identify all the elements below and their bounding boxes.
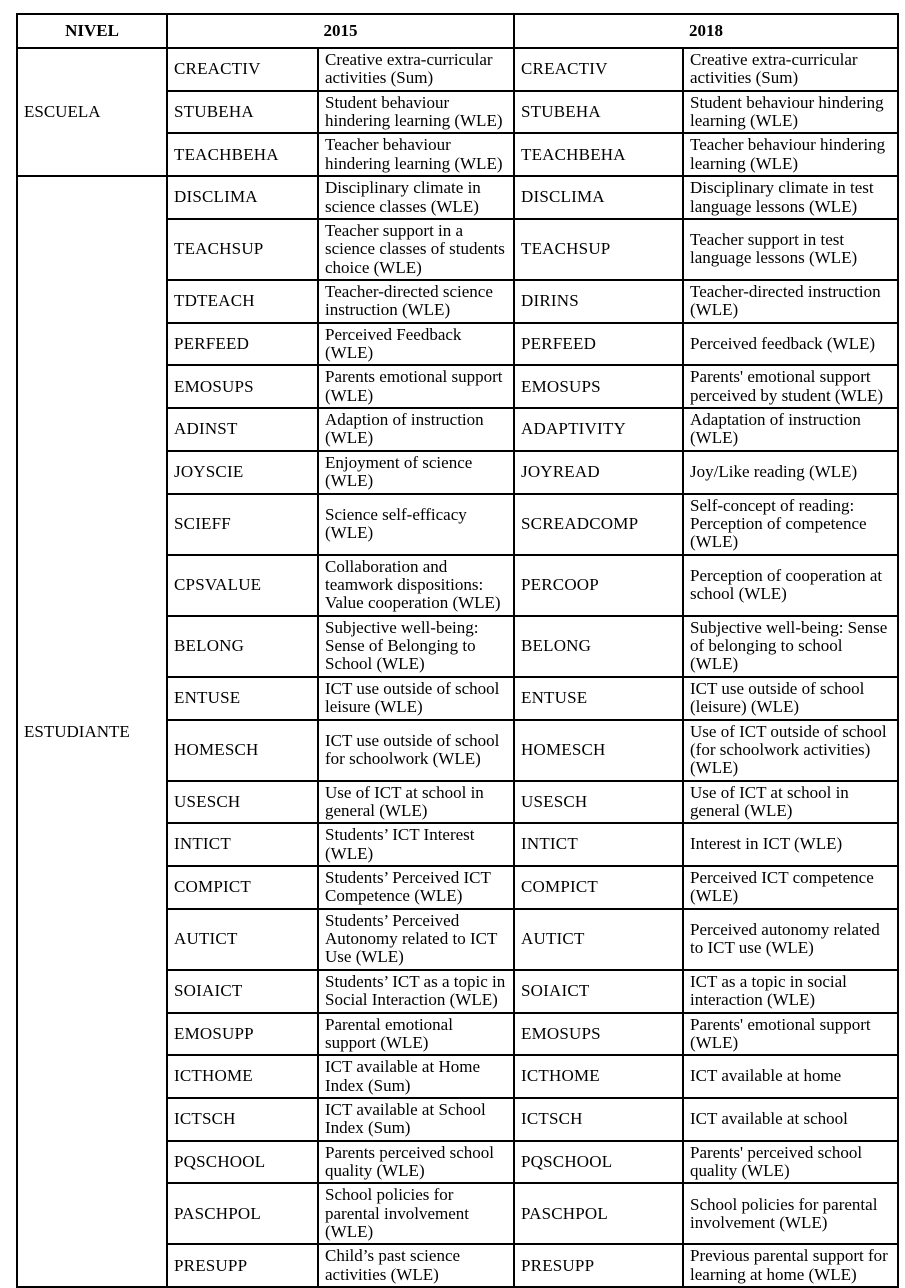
- desc-2018-cell: Self-concept of reading: Perception of competence (WLE): [683, 494, 898, 555]
- desc-2018-cell: Use of ICT at school in general (WLE): [683, 781, 898, 824]
- desc-2018-cell: Perceived ICT competence (WLE): [683, 866, 898, 909]
- desc-2015-cell: Teacher behaviour hindering learning (WLE): [318, 133, 514, 176]
- desc-2018-cell: School policies for parental involvement (WLE): [683, 1183, 898, 1244]
- code-2018-cell: USESCH: [514, 781, 683, 824]
- code-2018-cell: CREACTIV: [514, 48, 683, 91]
- desc-2015-cell: Parental emotional support (WLE): [318, 1013, 514, 1056]
- code-2015-cell: PASCHPOL: [167, 1183, 318, 1244]
- code-2018-cell: SCREADCOMP: [514, 494, 683, 555]
- code-2018-cell: COMPICT: [514, 866, 683, 909]
- desc-2015-cell: ICT available at Home Index (Sum): [318, 1055, 514, 1098]
- desc-2018-cell: Joy/Like reading (WLE): [683, 451, 898, 494]
- code-2018-cell: EMOSUPS: [514, 1013, 683, 1056]
- desc-2015-cell: ICT use outside of school leisure (WLE): [318, 677, 514, 720]
- code-2015-cell: ICTSCH: [167, 1098, 318, 1141]
- code-2018-cell: PERFEED: [514, 323, 683, 366]
- code-2015-cell: HOMESCH: [167, 720, 318, 781]
- code-2018-cell: TEACHSUP: [514, 219, 683, 280]
- desc-2015-cell: Science self-efficacy (WLE): [318, 494, 514, 555]
- desc-2015-cell: Adaption of instruction (WLE): [318, 408, 514, 451]
- desc-2015-cell: Subjective well-being: Sense of Belonging to School (WLE): [318, 616, 514, 677]
- desc-2015-cell: Enjoyment of science (WLE): [318, 451, 514, 494]
- desc-2015-cell: Students’ Perceived ICT Competence (WLE): [318, 866, 514, 909]
- desc-2015-cell: Students’ Perceived Autonomy related to ICT Use (WLE): [318, 909, 514, 970]
- desc-2015-cell: Teacher-directed science instruction (WLE): [318, 280, 514, 323]
- code-2015-cell: PERFEED: [167, 323, 318, 366]
- desc-2018-cell: Disciplinary climate in test language lessons (WLE): [683, 176, 898, 219]
- code-2015-cell: SOIAICT: [167, 970, 318, 1013]
- code-2018-cell: TEACHBEHA: [514, 133, 683, 176]
- desc-2015-cell: Students’ ICT Interest (WLE): [318, 823, 514, 866]
- desc-2018-cell: Adaptation of instruction (WLE): [683, 408, 898, 451]
- code-2015-cell: TEACHBEHA: [167, 133, 318, 176]
- desc-2015-cell: Students’ ICT as a topic in Social Interaction (WLE): [318, 970, 514, 1013]
- desc-2018-cell: ICT available at home: [683, 1055, 898, 1098]
- desc-2015-cell: Collaboration and teamwork dispositions: Value cooperation (WLE): [318, 555, 514, 616]
- desc-2018-cell: ICT available at school: [683, 1098, 898, 1141]
- desc-2018-cell: Parents' emotional support perceived by student (WLE): [683, 365, 898, 408]
- code-2015-cell: ADINST: [167, 408, 318, 451]
- header-2015: 2015: [167, 14, 514, 48]
- code-2018-cell: DISCLIMA: [514, 176, 683, 219]
- desc-2015-cell: Teacher support in a science classes of students choice (WLE): [318, 219, 514, 280]
- code-2015-cell: AUTICT: [167, 909, 318, 970]
- code-2018-cell: ENTUSE: [514, 677, 683, 720]
- desc-2018-cell: Teacher behaviour hindering learning (WLE): [683, 133, 898, 176]
- desc-2015-cell: Student behaviour hindering learning (WLE): [318, 91, 514, 134]
- desc-2015-cell: Child’s past science activities (WLE): [318, 1244, 514, 1287]
- desc-2015-cell: School policies for parental involvement (WLE): [318, 1183, 514, 1244]
- code-2018-cell: BELONG: [514, 616, 683, 677]
- code-2018-cell: PQSCHOOL: [514, 1141, 683, 1184]
- code-2018-cell: ICTHOME: [514, 1055, 683, 1098]
- desc-2018-cell: Previous parental support for learning at home (WLE): [683, 1244, 898, 1287]
- code-2015-cell: JOYSCIE: [167, 451, 318, 494]
- code-2015-cell: INTICT: [167, 823, 318, 866]
- desc-2018-cell: Parents' emotional support (WLE): [683, 1013, 898, 1056]
- desc-2018-cell: Subjective well-being: Sense of belonging to school (WLE): [683, 616, 898, 677]
- desc-2015-cell: ICT available at School Index (Sum): [318, 1098, 514, 1141]
- code-2018-cell: ADAPTIVITY: [514, 408, 683, 451]
- desc-2015-cell: Disciplinary climate in science classes (WLE): [318, 176, 514, 219]
- code-2015-cell: ICTHOME: [167, 1055, 318, 1098]
- level-cell: ESTUDIANTE: [17, 176, 167, 1287]
- desc-2018-cell: ICT use outside of school (leisure) (WLE): [683, 677, 898, 720]
- level-cell: ESCUELA: [17, 48, 167, 176]
- code-2018-cell: ICTSCH: [514, 1098, 683, 1141]
- header-row: [17, 14, 898, 48]
- desc-2018-cell: ICT as a topic in social interaction (WLE): [683, 970, 898, 1013]
- table-row: [17, 48, 898, 91]
- code-2018-cell: PRESUPP: [514, 1244, 683, 1287]
- code-2018-cell: PASCHPOL: [514, 1183, 683, 1244]
- code-2015-cell: EMOSUPP: [167, 1013, 318, 1056]
- desc-2018-cell: Perception of cooperation at school (WLE): [683, 555, 898, 616]
- table-row: [17, 176, 898, 219]
- code-2015-cell: DISCLIMA: [167, 176, 318, 219]
- desc-2018-cell: Use of ICT outside of school (for schoolwork activities) (WLE): [683, 720, 898, 781]
- desc-2015-cell: ICT use outside of school for schoolwork (WLE): [318, 720, 514, 781]
- header-2018: 2018: [514, 14, 898, 48]
- desc-2015-cell: Parents perceived school quality (WLE): [318, 1141, 514, 1184]
- code-2015-cell: ENTUSE: [167, 677, 318, 720]
- desc-2018-cell: Teacher-directed instruction (WLE): [683, 280, 898, 323]
- desc-2015-cell: Parents emotional support (WLE): [318, 365, 514, 408]
- code-2018-cell: DIRINS: [514, 280, 683, 323]
- desc-2018-cell: Creative extra-curricular activities (Sum): [683, 48, 898, 91]
- code-2015-cell: TDTEACH: [167, 280, 318, 323]
- code-2015-cell: CREACTIV: [167, 48, 318, 91]
- table-body: [17, 48, 898, 1287]
- desc-2015-cell: Use of ICT at school in general (WLE): [318, 781, 514, 824]
- code-2015-cell: COMPICT: [167, 866, 318, 909]
- code-2015-cell: PQSCHOOL: [167, 1141, 318, 1184]
- code-2015-cell: STUBEHA: [167, 91, 318, 134]
- desc-2018-cell: Student behaviour hindering learning (WLE): [683, 91, 898, 134]
- desc-2018-cell: Perceived autonomy related to ICT use (WLE): [683, 909, 898, 970]
- pisa-variables-table: [16, 13, 899, 1288]
- code-2018-cell: EMOSUPS: [514, 365, 683, 408]
- code-2015-cell: SCIEFF: [167, 494, 318, 555]
- code-2018-cell: PERCOOP: [514, 555, 683, 616]
- code-2015-cell: EMOSUPS: [167, 365, 318, 408]
- desc-2015-cell: Perceived Feedback (WLE): [318, 323, 514, 366]
- code-2015-cell: PRESUPP: [167, 1244, 318, 1287]
- code-2018-cell: HOMESCH: [514, 720, 683, 781]
- code-2018-cell: STUBEHA: [514, 91, 683, 134]
- header-nivel: NIVEL: [17, 14, 167, 48]
- code-2018-cell: JOYREAD: [514, 451, 683, 494]
- code-2015-cell: CPSVALUE: [167, 555, 318, 616]
- desc-2018-cell: Perceived feedback (WLE): [683, 323, 898, 366]
- desc-2018-cell: Teacher support in test language lessons (WLE): [683, 219, 898, 280]
- code-2018-cell: AUTICT: [514, 909, 683, 970]
- code-2015-cell: BELONG: [167, 616, 318, 677]
- desc-2015-cell: Creative extra-curricular activities (Sum): [318, 48, 514, 91]
- code-2015-cell: TEACHSUP: [167, 219, 318, 280]
- code-2018-cell: SOIAICT: [514, 970, 683, 1013]
- code-2018-cell: INTICT: [514, 823, 683, 866]
- desc-2018-cell: Parents' perceived school quality (WLE): [683, 1141, 898, 1184]
- code-2015-cell: USESCH: [167, 781, 318, 824]
- desc-2018-cell: Interest in ICT (WLE): [683, 823, 898, 866]
